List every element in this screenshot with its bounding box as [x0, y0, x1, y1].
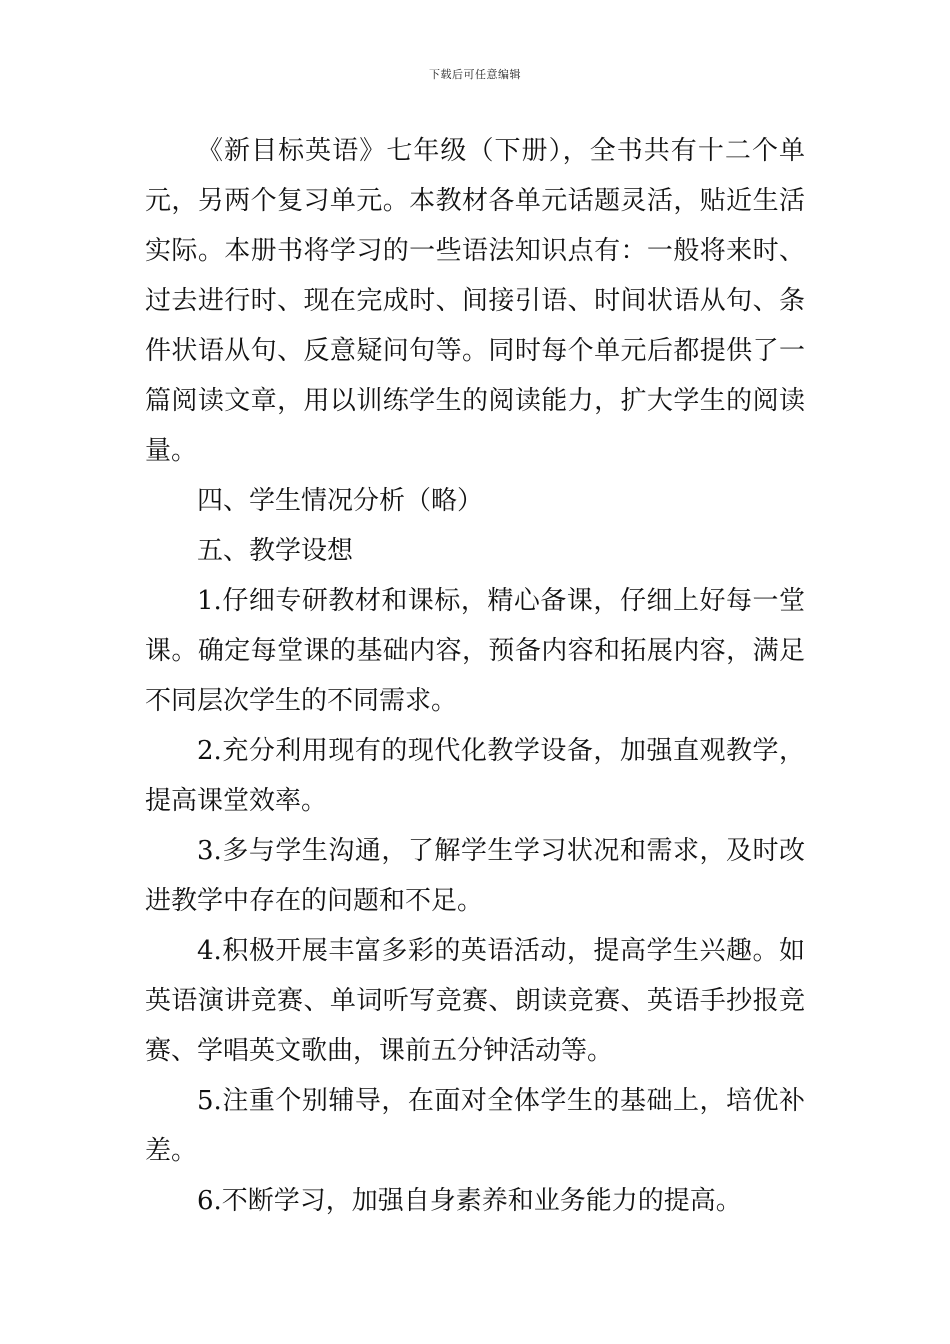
section-heading-teaching-plan: 五、教学设想: [197, 536, 354, 566]
list-item-4: 4.积极开展丰富多彩的英语活动，提高学生兴趣。如英语演讲竞赛、单词听写竞赛、朗读竞赛、英语手抄报竞赛、学唱英文歌曲，课前五分钟活动等。: [145, 936, 805, 1066]
list-item-6: 6.不断学习，加强自身素养和业务能力的提高。: [197, 1186, 742, 1216]
section-heading-student-analysis: 四、学生情况分析（略）: [197, 486, 484, 516]
list-item-5: 5.注重个别辅导，在面对全体学生的基础上，培优补差。: [145, 1086, 805, 1166]
list-item-3: 3.多与学生沟通，了解学生学习状况和需求，及时改进教学中存在的问题和不足。: [145, 836, 805, 916]
list-item-1: 1.仔细专研教材和课标，精心备课，仔细上好每一堂课。确定每堂课的基础内容，预备内容和拓展内容，满足不同层次学生的不同需求。: [145, 586, 805, 716]
document-body: [145, 126, 805, 1226]
paragraph-textbook-overview: 《新目标英语》七年级（下册），全书共有十二个单元，另两个复习单元。本教材各单元话题灵活，贴近生活实际。本册书将学习的一些语法知识点有：一般将来时、过去进行时、现在完成时、间接引语、时间状语从句、条件状语从句、反意疑问句等。同时每个单元后都提供了一篇阅读文章，用以训练学生的阅读能力，扩大学生的阅读量。: [145, 136, 805, 466]
page-header-note: 下载后可任意编辑: [429, 68, 521, 81]
list-item-2: 2.充分利用现有的现代化教学设备，加强直观教学，提高课堂效率。: [145, 736, 805, 816]
